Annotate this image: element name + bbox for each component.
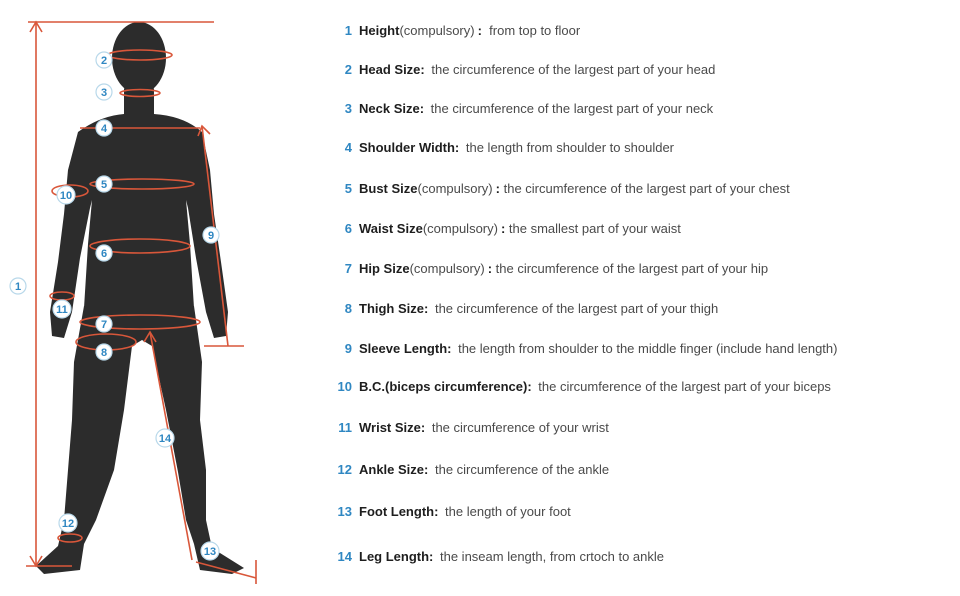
legend-number: 13 <box>337 503 352 519</box>
marker-14 <box>156 429 174 447</box>
marker-9 <box>203 227 219 243</box>
legend-term: Bust Size <box>359 180 418 196</box>
legend-item-leg <box>318 544 664 568</box>
legend-number: 12 <box>337 461 352 477</box>
legend-term: Ankle Size: <box>359 461 429 477</box>
legend-note: (compulsory) <box>422 220 498 236</box>
legend-item-sleeve <box>318 336 837 360</box>
legend-description: the circumference of the largest part of your hip <box>492 260 769 276</box>
marker-2 <box>96 52 112 68</box>
svg-text:12: 12 <box>61 518 75 530</box>
legend-term: Wrist Size: <box>359 419 426 435</box>
svg-text:2: 2 <box>100 55 108 67</box>
svg-text:4: 4 <box>100 123 108 135</box>
legend-separator: : <box>500 220 506 236</box>
legend-number: 2 <box>344 61 352 77</box>
svg-text:14: 14 <box>158 433 172 445</box>
legend-description: the circumference of the largest part of your biceps <box>534 378 831 394</box>
legend-item-neck <box>318 96 713 120</box>
svg-text:7: 7 <box>100 319 108 331</box>
legend-item-hip <box>318 256 768 280</box>
legend-description: the circumference of your wrist <box>428 419 609 435</box>
legend-item-biceps <box>318 374 831 398</box>
torso-shape <box>50 114 228 338</box>
marker-1 <box>10 278 26 294</box>
legend-term: Foot Length: <box>359 503 439 519</box>
legend-term: Head Size: <box>359 61 425 77</box>
marker-4 <box>96 120 112 136</box>
body-measurement-figure <box>0 0 300 596</box>
legend-term: Neck Size: <box>359 100 425 116</box>
legend-description: the circumference of the largest part of your neck <box>427 100 714 116</box>
legend-description: the smallest part of your waist <box>505 220 681 236</box>
svg-text:1: 1 <box>14 281 22 293</box>
figure-svg <box>0 0 300 596</box>
marker-10 <box>57 186 75 204</box>
marker-7 <box>96 316 112 332</box>
legend-item-head <box>318 57 715 81</box>
legend-description: the length from shoulder to shoulder <box>462 139 675 155</box>
legend-description: the length of your foot <box>441 503 571 519</box>
legend-item-shoulder <box>318 135 674 159</box>
legend-term: Hip Size <box>359 260 410 276</box>
legend-item-waist <box>318 216 681 240</box>
legend-separator: : <box>487 260 493 276</box>
legend-term: Thigh Size: <box>359 300 429 316</box>
head-shape <box>112 22 166 94</box>
body-silhouette <box>36 22 244 574</box>
legend-term: B.C.(biceps circumference): <box>359 378 532 394</box>
svg-text:8: 8 <box>100 347 108 359</box>
legend-number: 6 <box>344 220 352 236</box>
legend-description: the circumference of the ankle <box>431 461 610 477</box>
legend-number: 8 <box>344 300 352 316</box>
legend-number: 9 <box>344 340 352 356</box>
legend-number: 4 <box>344 139 352 155</box>
legend-note: (compulsory) <box>409 260 485 276</box>
marker-8 <box>96 344 112 360</box>
marker-3 <box>96 84 112 100</box>
legend-description: the inseam length, from crtoch to ankle <box>436 548 665 564</box>
svg-text:11: 11 <box>56 304 68 316</box>
legend-item-ankle <box>318 457 609 481</box>
legend-term: Leg Length: <box>359 548 434 564</box>
legend-term: Shoulder Width: <box>359 139 460 155</box>
legend-number: 11 <box>338 419 352 435</box>
svg-text:10: 10 <box>59 190 73 202</box>
legend-separator: : <box>495 180 500 196</box>
legend-item-foot <box>318 499 571 523</box>
legend-term: Sleeve Length: <box>359 340 452 356</box>
legend-item-wrist <box>318 415 609 439</box>
legend-item-height <box>318 18 580 42</box>
legend-description: the circumference of the largest part of your head <box>427 61 716 77</box>
legend-description: the circumference of the largest part of your chest <box>499 180 790 196</box>
marker-11 <box>53 300 71 318</box>
marker-6 <box>96 245 112 261</box>
legend-item-thigh <box>318 296 718 320</box>
legend-number: 5 <box>344 180 352 196</box>
legend-item-bust <box>318 176 790 200</box>
legend-note: (compulsory) <box>417 180 493 196</box>
legend-description: from top to floor <box>481 22 581 38</box>
measurement-legend <box>318 0 958 596</box>
legend-description: the length from shoulder to the middle finger (include hand length) <box>454 340 838 356</box>
svg-text:3: 3 <box>100 87 108 99</box>
legend-number: 7 <box>344 260 352 276</box>
legend-separator: : <box>477 22 482 38</box>
legend-number: 3 <box>344 100 352 116</box>
legend-number: 1 <box>344 22 352 38</box>
legend-number: 10 <box>337 378 352 394</box>
legend-term: Height <box>359 22 400 38</box>
legend-number: 14 <box>337 548 352 564</box>
svg-text:5: 5 <box>100 179 108 191</box>
svg-text:13: 13 <box>203 546 217 558</box>
legend-note: (compulsory) <box>399 22 475 38</box>
svg-text:6: 6 <box>100 248 108 260</box>
legend-description: the circumference of the largest part of your thigh <box>431 300 719 316</box>
marker-13 <box>201 542 219 560</box>
marker-12 <box>59 514 77 532</box>
legend-term: Waist Size <box>359 220 423 236</box>
svg-text:9: 9 <box>207 230 215 242</box>
marker-5 <box>96 176 112 192</box>
